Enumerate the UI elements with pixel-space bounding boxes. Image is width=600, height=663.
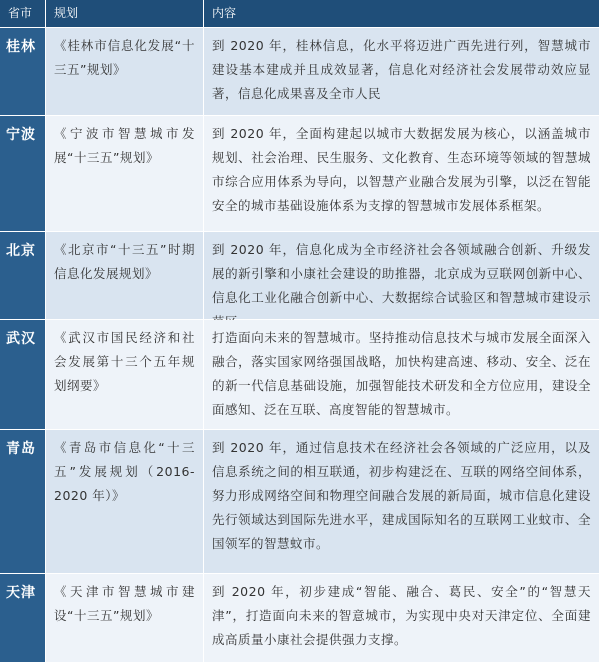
table-row: [0, 320, 600, 430]
table-row: [0, 430, 600, 574]
header-content: 内容: [204, 0, 600, 28]
plan-cell: 《天津市智慧城市建设“十三五”规划》: [46, 574, 204, 663]
plan-cell: 《北京市“十三五”时期信息化发展规划》: [46, 232, 204, 320]
table-row: [0, 574, 600, 663]
content-cell: 到 2020 年，桂林信息，化水平将迈进广西先进行列，智慧城市建设基本建成并且成效显著，信息化对经济社会发展带动效应显著，信息化成果喜及全市人民: [204, 28, 600, 116]
content-cell: 到 2020 年，信息化成为全市经济社会各领域融合创新、升级发展的新引擎和小康社会建设的助推器，北京成为豆联网创新中心、信息化工业化融合创新中心、大数据综合试验区和智慧城市建设示: [204, 232, 600, 320]
city-cell: 青岛: [0, 430, 46, 574]
content-cell: 到 2020 年，初步建成“智能、融合、葛民、安全”的“智慧天津”，打造面向未来的智意城市，为实现中央对天津定位、全面建成高质量小康社会提供强力支撑。: [204, 574, 600, 663]
plan-cell: 《武汉市国民经济和社会发展第十三个五年规划纲要》: [46, 320, 204, 430]
table-row: [0, 232, 600, 320]
plan-cell: 《桂林市信息化发展“十三五”规划》: [46, 28, 204, 116]
table-row: [0, 28, 600, 116]
city-cell: 天津: [0, 574, 46, 663]
table-row: [0, 116, 600, 232]
table-header-row: [0, 0, 600, 28]
city-cell: 桂林: [0, 28, 46, 116]
plan-cell: 《宁波市智慧城市发展“十三五”规划》: [46, 116, 204, 232]
content-cell: 到 2020 年，全面构建起以城市大数据发展为核心，以涵盖城市规划、社会治理、民生服务、文化教育、生态环境等领域的智慧城市综合应用体系为导向，以智慧产业融合发展为引擎，以泛在智能安全的城市基础设施体系为支撑的智慧城市发展体系框架。: [204, 116, 600, 232]
header-plan: 规划: [46, 0, 204, 28]
content-cell: 打造面向未来的智慧城市。坚持推动信息技术与城市发展全面深入融合，落实国家网络强国战略，加快构建高速、移动、安全、泛在的新一代信息基础设施，加强智能技术研发和全方位应用，建设全面感知、泛在互联、高度智能的智慧城市。: [204, 320, 600, 430]
content-cell: 到 2020 年，通过信息技术在经济社会各领域的广泛应用，以及信息系统之间的相互联通，初步构建泛在、互联的网络空间体系，努力形成网络空间和物理空间融合发展的新局面，城市信息化建设先行领域达到国际先进水平，建成国际知名的互联网工业蚊市、全国领军的智慧蚊市。: [204, 430, 600, 574]
city-cell: 北京: [0, 232, 46, 320]
header-city: 省市: [0, 0, 46, 28]
city-cell: 宁波: [0, 116, 46, 232]
city-cell: 武汉: [0, 320, 46, 430]
plan-cell: 《青岛市信息化“十三五”发展规划（2016-2020 年）》: [46, 430, 204, 574]
